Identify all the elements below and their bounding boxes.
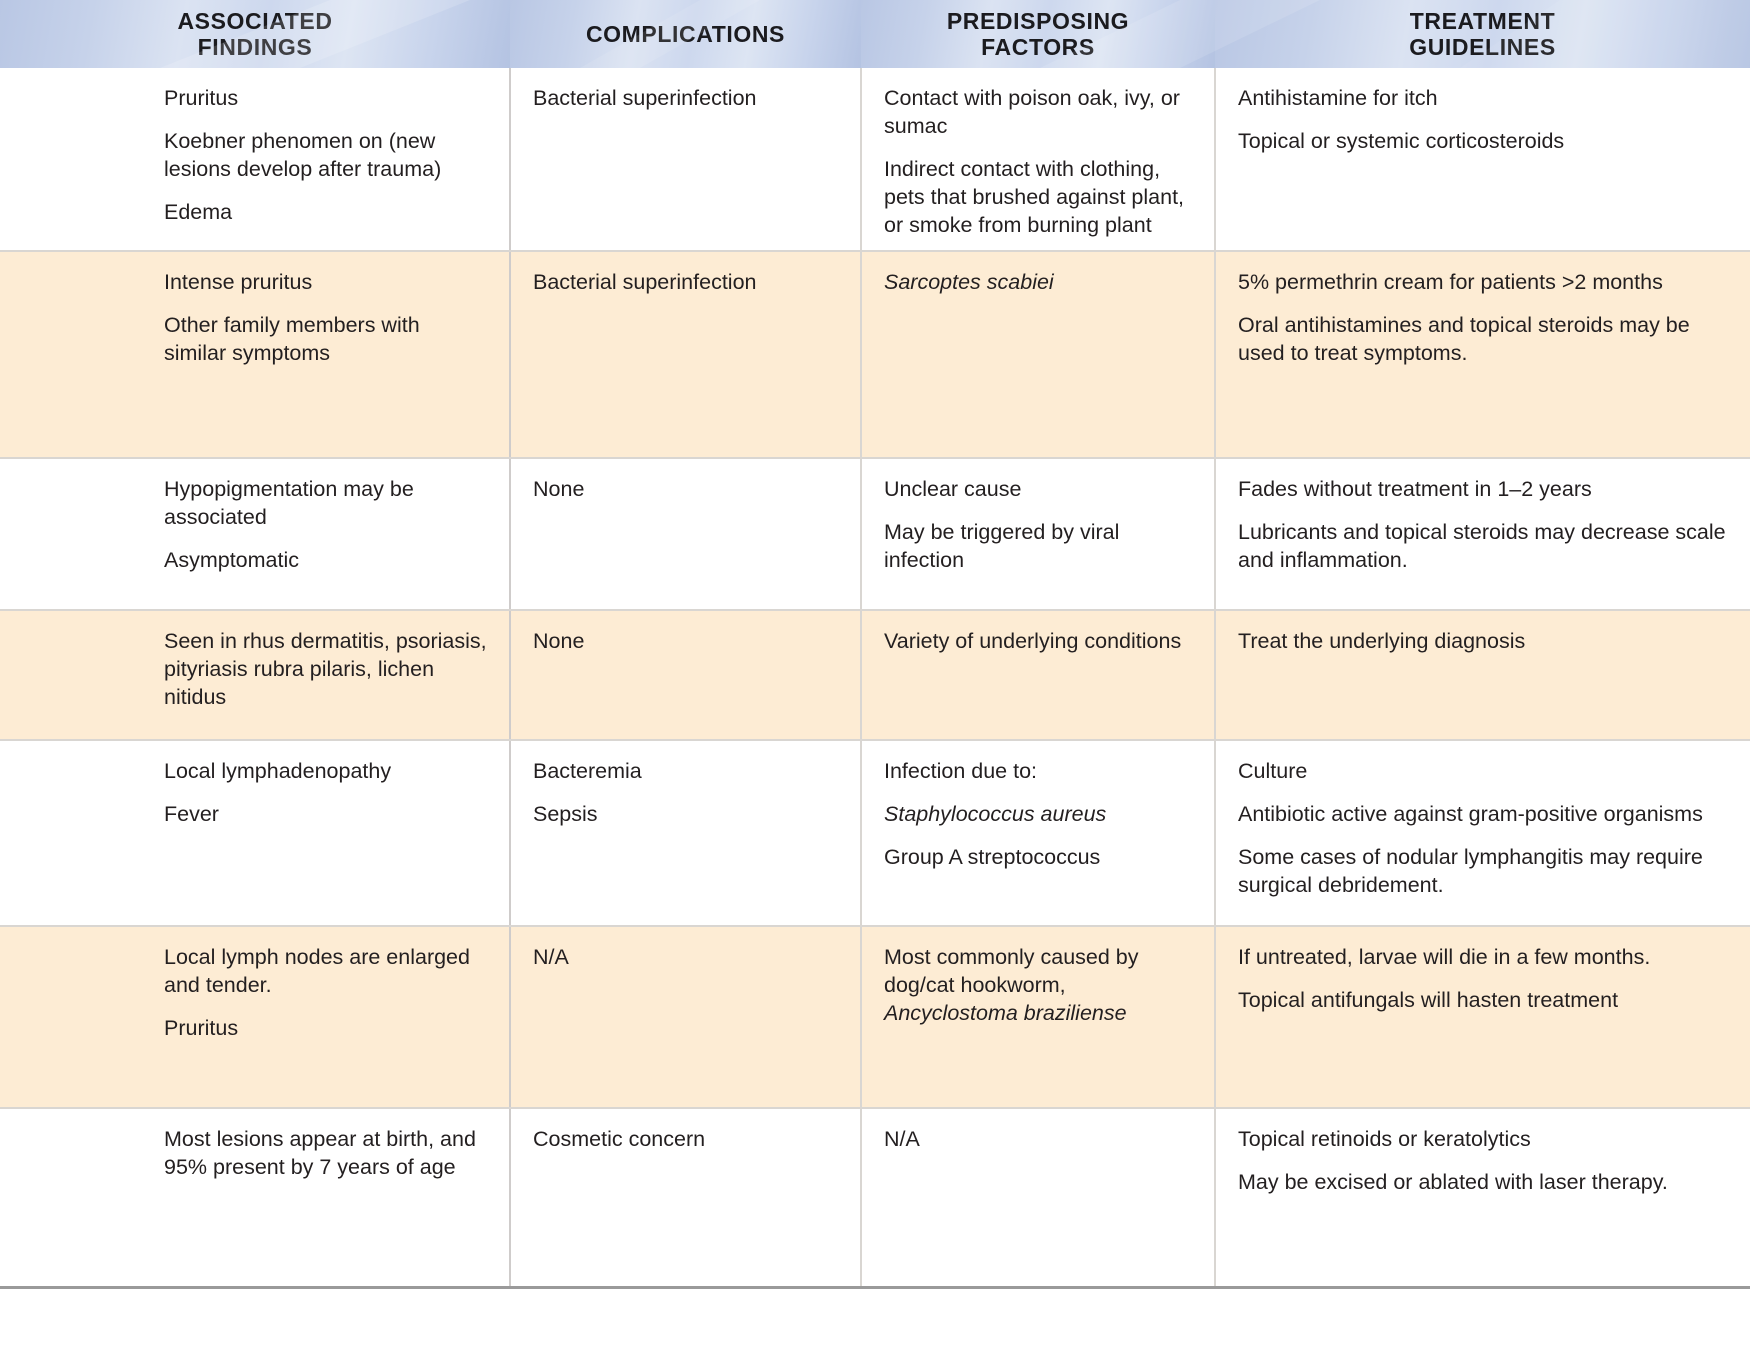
- cell-text-run: Fades without treatment in 1–2 years: [1238, 476, 1592, 501]
- cell-text-run: Culture: [1238, 758, 1308, 783]
- cell-text-run: Contact with poison oak, ivy, or sumac: [884, 86, 1180, 138]
- cell-associated-findings: [0, 610, 510, 740]
- cell-associated-findings: [0, 926, 510, 1108]
- cell-text-run: Bacteremia: [533, 758, 642, 783]
- cell-associated-findings: [0, 251, 510, 458]
- cell-text-run: Group A streptococcus: [884, 844, 1101, 869]
- cell-treatment-guidelines: [1215, 251, 1750, 458]
- cell-text-run: If untreated, larvae will die in a few months.: [1238, 944, 1651, 969]
- cell-text-line: [1238, 85, 1728, 113]
- cell-text-line: [884, 156, 1192, 240]
- cell-text-run: Oral antihistamines and topical steroids may be used to treat symptoms.: [1238, 312, 1690, 365]
- table-body: [0, 68, 1750, 1288]
- cell-text-run: Asymptomatic: [164, 547, 300, 572]
- cell-text-run: Seen in rhus dermatitis, psoriasis, pityriasis rubra pilaris, lichen nitidus: [164, 628, 487, 709]
- cell-text-run: Local lymph nodes are enlarged and tender.: [164, 944, 470, 997]
- cell-treatment-guidelines: [1215, 926, 1750, 1108]
- cell-text-run: Bacterial superinfection: [533, 86, 757, 110]
- cell-text-line: [164, 1126, 487, 1182]
- cell-text-run: None: [533, 628, 585, 653]
- cell-complications: [510, 740, 861, 926]
- cell-treatment-guidelines: [1215, 458, 1750, 610]
- cell-text-line: [1238, 476, 1728, 504]
- column-header-complications-line1: COMPLICATIONS: [585, 21, 786, 47]
- cell-text-run: May be excised or ablated with laser therapy.: [1238, 1169, 1668, 1194]
- cell-text-run: Topical antifungals will hasten treatment: [1238, 987, 1619, 1012]
- cell-text-line: [533, 628, 838, 656]
- cell-text-run: Bacterial superinfection: [533, 269, 757, 294]
- table-header: [0, 0, 1750, 68]
- cell-complications: [510, 458, 861, 610]
- cell-text-line: [164, 85, 487, 113]
- cell-text-line: [164, 312, 487, 368]
- cell-text-line: [533, 85, 838, 113]
- cell-predisposing-factors: [861, 1108, 1215, 1288]
- cell-predisposing-factors: [861, 68, 1215, 251]
- cell-complications: [510, 610, 861, 740]
- cell-text-line: [164, 801, 487, 829]
- column-header-predisposing-factors-line1: PREDISPOSING: [946, 8, 1130, 35]
- cell-text-run: Sepsis: [533, 801, 598, 826]
- cell-text-run: Topical or systemic corticosteroids: [1238, 128, 1565, 153]
- cell-text-line: [533, 801, 838, 829]
- cell-text-line: [164, 128, 487, 184]
- cell-text-line: [1238, 1169, 1728, 1197]
- table-row: [0, 1108, 1750, 1288]
- cell-text-line: [1238, 758, 1728, 786]
- cell-text-line: [1238, 844, 1728, 900]
- cell-text-line: [884, 85, 1192, 141]
- cell-text-line: [884, 476, 1192, 504]
- cell-predisposing-factors: [861, 610, 1215, 740]
- cell-text-run: Koebner phenomen on (new lesions develop after trauma): [164, 128, 442, 181]
- column-header-associated-findings: [0, 0, 510, 68]
- cell-complications: [510, 251, 861, 458]
- cell-text-run: May be triggered by viral infection: [884, 519, 1120, 572]
- cell-predisposing-factors: [861, 458, 1215, 610]
- cell-text-line: [533, 1126, 838, 1154]
- cell-text-line: [164, 476, 487, 532]
- cell-treatment-guidelines: [1215, 1108, 1750, 1288]
- cell-text-run: Antihistamine for itch: [1238, 86, 1438, 110]
- cell-text-run: Hypopigmentation may be associated: [164, 476, 414, 529]
- cell-text-line: [1238, 987, 1728, 1015]
- cell-text-line: [164, 758, 487, 786]
- table-row: [0, 926, 1750, 1108]
- cell-associated-findings: [0, 740, 510, 926]
- cell-predisposing-factors: [861, 251, 1215, 458]
- cell-text-line: [884, 628, 1192, 656]
- cell-text-run: Fever: [164, 801, 219, 826]
- column-header-complications: [510, 0, 861, 68]
- cell-text-line: [1238, 801, 1728, 829]
- cell-text-line: [1238, 519, 1728, 575]
- column-header-predisposing-factors-line2: FACTORS: [981, 34, 1095, 60]
- cell-text-line: [1238, 312, 1728, 368]
- column-header-predisposing-factors: [861, 0, 1215, 68]
- cell-text-run: Some cases of nodular lymphangitis may require surgical debridement.: [1238, 844, 1703, 897]
- cell-associated-findings: [0, 1108, 510, 1288]
- cell-text-line: [1238, 128, 1728, 156]
- table-row: [0, 610, 1750, 740]
- cell-predisposing-factors: [861, 926, 1215, 1108]
- cell-text-line: [1238, 269, 1728, 297]
- cell-text-line: [1238, 1126, 1728, 1154]
- cell-text-run: Intense pruritus: [164, 269, 313, 294]
- scientific-name-italic: Staphylococcus aureus: [884, 801, 1107, 826]
- cell-text-run: Cosmetic concern: [533, 1126, 706, 1151]
- cell-treatment-guidelines: [1215, 740, 1750, 926]
- cell-text-line: [533, 269, 838, 297]
- cell-text-run: Pruritus: [164, 1015, 239, 1040]
- cell-text-line: [164, 1015, 487, 1043]
- cell-associated-findings: [0, 68, 510, 251]
- column-header-treatment-guidelines: [1215, 0, 1750, 68]
- cell-text-line: [533, 944, 838, 972]
- cell-text-run: Topical retinoids or keratolytics: [1238, 1126, 1531, 1151]
- cell-text-run: Local lymphadenopathy: [164, 758, 392, 783]
- cell-text-line: [884, 944, 1192, 1028]
- cell-text-line: [164, 269, 487, 297]
- table-row: [0, 458, 1750, 610]
- cell-treatment-guidelines: [1215, 68, 1750, 251]
- cell-text-line: [164, 547, 487, 575]
- cell-text-run: Unclear cause: [884, 476, 1022, 501]
- cell-text-run: Most lesions appear at birth, and 95% present by 7 years of age: [164, 1126, 476, 1179]
- cell-complications: [510, 926, 861, 1108]
- cell-treatment-guidelines: [1215, 610, 1750, 740]
- cell-text-line: [533, 758, 838, 786]
- cell-text-run: Infection due to:: [884, 758, 1037, 783]
- cell-text-line: [1238, 628, 1728, 656]
- cell-predisposing-factors: [861, 740, 1215, 926]
- column-header-associated-findings-line1: ASSOCIATED: [177, 8, 333, 35]
- scientific-name-italic: Ancyclostoma braziliense: [884, 1000, 1127, 1025]
- cell-complications: [510, 68, 861, 251]
- cell-associated-findings: [0, 458, 510, 610]
- cell-text-line: [533, 476, 838, 504]
- cell-text-run: Indirect contact with clothing, pets that brushed against plant, or smoke from burning plant: [884, 156, 1185, 237]
- column-header-treatment-guidelines-line1: TREATMENT: [1409, 8, 1556, 35]
- cell-text-run: Variety of underlying conditions: [884, 628, 1182, 653]
- cell-text-line: [884, 844, 1192, 872]
- column-header-treatment-guidelines-line2: GUIDELINES: [1409, 34, 1556, 60]
- scientific-name-italic: Sarcoptes scabiei: [884, 269, 1054, 294]
- table-row: [0, 740, 1750, 926]
- cell-text-line: [884, 758, 1192, 786]
- table-header-row: [0, 0, 1750, 68]
- column-header-associated-findings-line2: FINDINGS: [197, 34, 313, 60]
- cell-text-run: N/A: [533, 944, 569, 969]
- cell-text-line: [884, 1126, 1192, 1154]
- cell-text-run: Most commonly caused by dog/cat hookworm,: [884, 944, 1139, 997]
- cell-text-run: 5% permethrin cream for patients >2 months: [1238, 269, 1663, 294]
- cell-complications: [510, 1108, 861, 1288]
- cell-text-line: [164, 944, 487, 1000]
- table-row: [0, 251, 1750, 458]
- cell-text-line: [164, 628, 487, 712]
- cell-text-run: Pruritus: [164, 86, 239, 110]
- cell-text-run: Edema: [164, 199, 233, 224]
- cell-text-run: Treat the underlying diagnosis: [1238, 628, 1526, 653]
- cell-text-run: Other family members with similar symptoms: [164, 312, 420, 365]
- cell-text-run: Antibiotic active against gram-positive organisms: [1238, 801, 1703, 826]
- table-row: [0, 68, 1750, 251]
- cell-text-line: [1238, 944, 1728, 972]
- cell-text-run: N/A: [884, 1126, 920, 1151]
- cell-text-line: [884, 519, 1192, 575]
- cell-text-run: Lubricants and topical steroids may decrease scale and inflammation.: [1238, 519, 1726, 572]
- cell-text-line: [164, 199, 487, 227]
- cell-text-line: [884, 269, 1192, 297]
- cell-text-line: [884, 801, 1192, 829]
- cell-text-run: None: [533, 476, 585, 501]
